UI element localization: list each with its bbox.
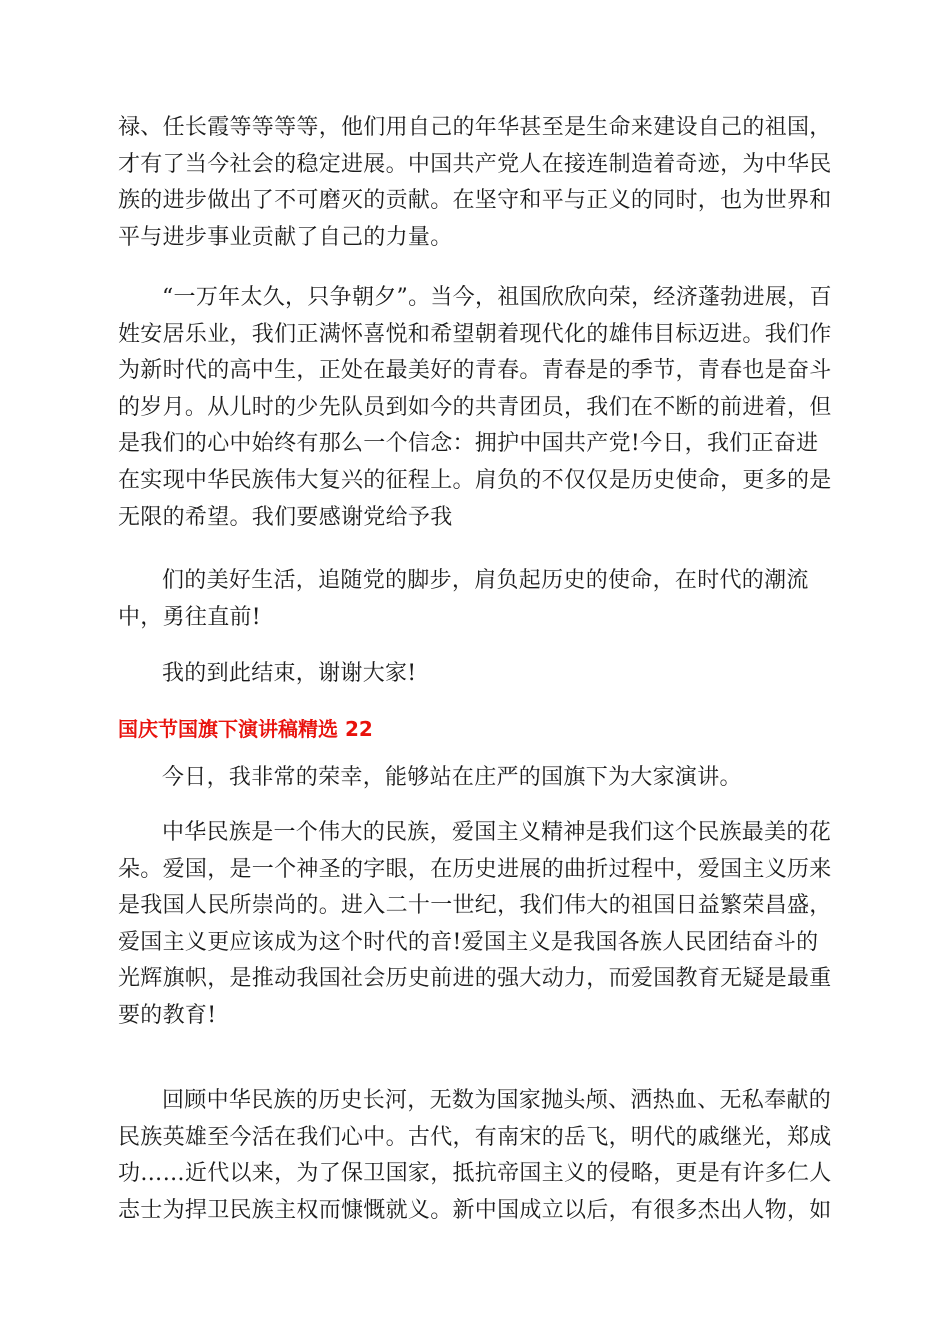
paragraph-6: 中华民族是一个伟大的民族，爱国主义精神是我们这个民族最美的花朵。爱国，是一个神圣的字眼，在历史进展的曲折过程中，爱国主义历来是我国人民所崇尚的。进入二十一世纪，我们伟大的祖国日益繁荣昌盛，爱国主义更应该成为这个时代的音!爱国主义是我国各族人民团结奋斗的光辉旗帜，是推动我国社会历史前进的强大动力，而爱国教育无疑是最重要的教育! (118, 820, 832, 1028)
paragraph-1: 禄、任长霞等等等等，他们用自己的年华甚至是生命来建设自己的祖国，才有了当今社会的稳定进展。中国共产党人在接连制造着奇迹，为中华民族的进步做出了不可磨灭的贡献。在坚守和平与正义的同时，也为世界和平与进步事业贡献了自己的力量。 (118, 115, 832, 250)
paragraph-4: 我的到此结束，谢谢大家! (162, 661, 417, 686)
paragraph-7: 回顾中华民族的历史长河，无数为国家抛头颅、洒热血、无私奉献的民族英雄至今活在我们心中。古代，有南宋的岳飞，明代的戚继光，郑成功……近代以来，为了保卫国家，抵抗帝国主义的侵略，更是有许多仁人志士为捍卫民族主权而慷慨就义。新中国成立以后，有很多杰出人物，如 (118, 1088, 832, 1223)
paragraph-3: 们的美好生活，追随党的脚步，肩负起历史的使命，在时代的潮流中，勇往直前! (118, 568, 809, 630)
paragraph-5: 今日，我非常的荣幸，能够站在庄严的国旗下为大家演讲。 (162, 765, 742, 790)
section-title: 国庆节国旗下演讲稿精选 22 (118, 717, 373, 741)
paragraph-2: “一万年太久，只争朝夕”。当今，祖国欣欣向荣，经济蓬勃进展，百姓安居乐业，我们正满怀喜悦和希望朝着现代化的雄伟目标迈进。我们作为新时代的高中生，正处在最美好的青春。青春是的季节，青春也是奋斗的岁月。从儿时的少先队员到如今的共青团员，我们在不断的前进着，但是我们的心中始终有那么一个信念：拥护中国共产党!今日，我们正奋进在实现中华民族伟大复兴的征程上。肩负的不仅仅是历史使命，更多的是无限的希望。我们要感谢党给予我 (118, 285, 832, 530)
